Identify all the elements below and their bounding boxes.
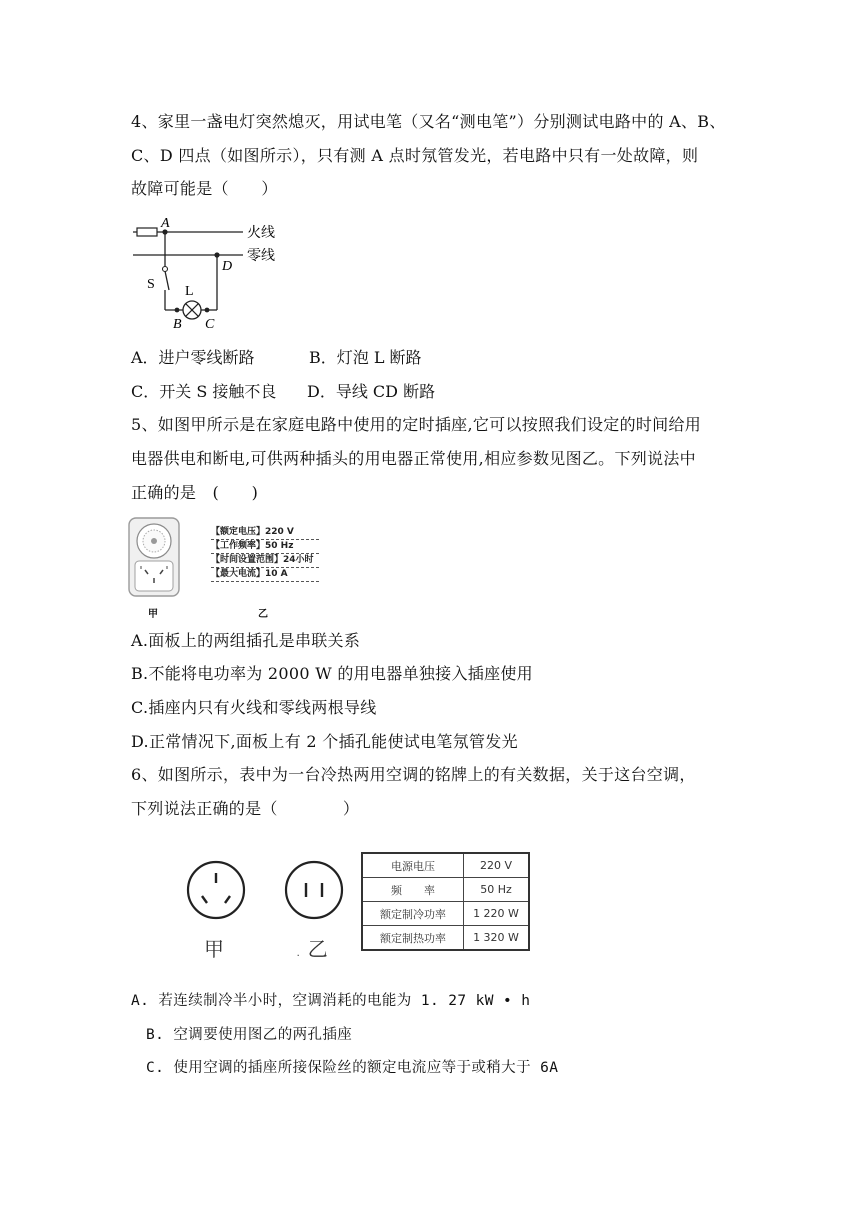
q4-stem-line3: 故障可能是（ ）: [131, 179, 278, 198]
table-row: [362, 926, 529, 951]
table-cell: 频 率: [362, 878, 464, 902]
table-row: [362, 878, 529, 902]
q6-stem-line1: 6、如图所示，表中为一台冷热两用空调的铭牌上的有关数据，关于这台空调，: [131, 765, 696, 784]
two-pin-socket-icon: [283, 859, 345, 921]
q4-option-d[interactable]: D．导线 CD 断路: [307, 382, 436, 401]
q4-options-row2: [131, 381, 435, 403]
q5-option-c[interactable]: C.插座内只有火线和零线两根导线: [131, 698, 377, 717]
table-cell: 电源电压: [362, 853, 464, 878]
q6-option-a[interactable]: A. 若连续制冷半小时，空调消耗的电能为 1. 27 kW • h: [131, 993, 531, 1009]
label-s: S: [147, 277, 155, 292]
q5-option-a[interactable]: A.面板上的两组插孔是串联关系: [131, 631, 361, 650]
label-neutral-wire: 零线: [247, 249, 275, 264]
ac-nameplate-table: [361, 852, 530, 951]
label-live-wire: 火线: [247, 226, 275, 241]
label-b: B: [173, 317, 182, 332]
table-cell: 50 Hz: [464, 878, 530, 902]
label-jia-q5: 甲: [148, 609, 158, 620]
table-row: [362, 902, 529, 926]
q5-stem-line3: 正确的是 ( ): [131, 483, 259, 502]
timer-params-panel: [211, 526, 319, 582]
q4-option-b[interactable]: B．灯泡 L 断路: [309, 348, 422, 367]
param-time-range: 【时间设置范围】24小时: [211, 554, 319, 568]
table-cell: 1 320 W: [464, 926, 530, 951]
q4-options-row1: [131, 347, 422, 369]
label-d: D: [222, 259, 233, 274]
q4-circuit-diagram: [125, 212, 295, 336]
table-cell: 额定制冷功率: [362, 902, 464, 926]
q4-option-c[interactable]: C．开关 S 接触不良: [131, 382, 277, 401]
timer-socket-image: [128, 517, 182, 599]
q4-stem-line2: C、D 四点（如图所示），只有测 A 点时氖管发光，若电路中只有一处故障，则: [131, 146, 699, 165]
table-row: [362, 853, 529, 878]
label-yi-q6: . 乙: [295, 937, 328, 961]
q6-option-b[interactable]: B. 空调要使用图乙的两孔插座: [146, 1027, 353, 1043]
table-cell: 220 V: [464, 853, 530, 878]
three-pin-socket-icon: [185, 859, 247, 921]
table-cell: 1 220 W: [464, 902, 530, 926]
q4-stem-line1: 4、家里一盏电灯突然熄灭，用试电笔（又名“测电笔”）分别测试电路中的 A、B、: [131, 112, 726, 131]
param-frequency: 【工作频率】50 Hz: [211, 540, 319, 554]
label-l: L: [185, 284, 194, 299]
param-rated-voltage: 【额定电压】220 V: [211, 526, 319, 540]
q5-stem-line2: 电器供电和断电,可供两种插头的用电器正常使用,相应参数见图乙。下列说法中: [131, 449, 696, 468]
q5-option-d[interactable]: D.正常情况下,面板上有 2 个插孔能使试电笔氖管发光: [131, 732, 518, 751]
label-c: C: [205, 317, 215, 332]
label-jia-q6: 甲: [204, 937, 224, 961]
q5-stem-line1: 5、如图甲所示是在家庭电路中使用的定时插座,它可以按照我们设定的时间给用: [131, 415, 702, 434]
table-cell: 额定制热功率: [362, 926, 464, 951]
q6-option-c[interactable]: C. 使用空调的插座所接保险丝的额定电流应等于或稍大于 6A: [146, 1060, 559, 1076]
label-yi-q5: 乙: [258, 609, 268, 620]
q4-option-a[interactable]: A．进户零线断路: [131, 348, 255, 367]
param-max-current: 【最大电流】10 A: [211, 568, 319, 582]
q5-option-b[interactable]: B.不能将电功率为 2000 W 的用电器单独接入插座使用: [131, 664, 533, 683]
q6-stem-line2: 下列说法正确的是（ ）: [131, 799, 360, 818]
label-a: A: [161, 216, 170, 231]
